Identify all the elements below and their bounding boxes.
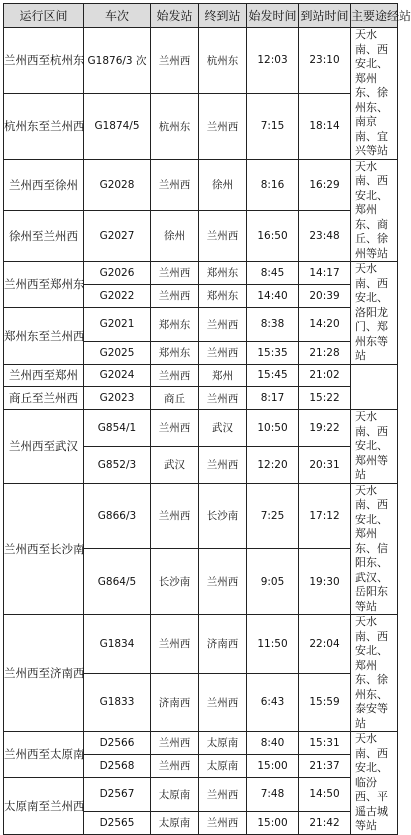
header-arrival: 到站时间 [299, 4, 351, 28]
table-row [4, 732, 398, 755]
origin-cell: 兰州西 [151, 483, 199, 549]
train-cell: G852/3 [84, 446, 151, 483]
departure-cell: 9:05 [247, 549, 299, 615]
arrival-cell: 23:48 [299, 210, 351, 261]
destination-cell: 徐州 [199, 159, 247, 210]
arrival-cell: 19:22 [299, 410, 351, 447]
table-row [4, 159, 398, 210]
train-cell: G2023 [84, 387, 151, 410]
arrival-cell: 21:02 [299, 364, 351, 387]
stops-cell: 天水南、西安北、郑州等站 [351, 410, 398, 484]
departure-cell: 15:45 [247, 364, 299, 387]
departure-cell: 7:15 [247, 93, 299, 159]
table-row [4, 777, 398, 811]
destination-cell: 郑州 [199, 364, 247, 387]
destination-cell: 长沙南 [199, 483, 247, 549]
origin-cell: 兰州西 [151, 615, 199, 674]
section-cell: 兰州西至济南西 [4, 615, 84, 732]
train-cell: D2568 [84, 754, 151, 777]
destination-cell: 太原南 [199, 732, 247, 755]
departure-cell: 12:03 [247, 28, 299, 94]
origin-cell: 武汉 [151, 446, 199, 483]
arrival-cell: 22:04 [299, 615, 351, 674]
train-cell: G1833 [84, 673, 151, 732]
departure-cell: 11:50 [247, 615, 299, 674]
table-row [4, 410, 398, 447]
arrival-cell: 14:50 [299, 777, 351, 811]
header-section: 运行区间 [4, 4, 84, 28]
stops-cell: 天水南、西安北、郑州东、商丘、徐州等站 [351, 159, 398, 262]
departure-cell: 7:48 [247, 777, 299, 811]
origin-cell: 兰州西 [151, 364, 199, 387]
destination-cell: 济南西 [199, 615, 247, 674]
arrival-cell: 15:31 [299, 732, 351, 755]
schedule-table [3, 3, 411, 835]
section-cell: 郑州东至兰州西 [4, 307, 84, 364]
arrival-cell: 18:14 [299, 93, 351, 159]
section-cell: 兰州西至长沙南 [4, 483, 84, 615]
destination-cell: 兰州西 [199, 549, 247, 615]
destination-cell: 武汉 [199, 410, 247, 447]
arrival-cell: 14:20 [299, 307, 351, 341]
origin-cell: 商丘 [151, 387, 199, 410]
destination-cell: 郑州东 [199, 262, 247, 285]
table-row [4, 210, 398, 261]
arrival-cell: 15:22 [299, 387, 351, 410]
destination-cell: 兰州西 [199, 210, 247, 261]
train-cell: G2022 [84, 284, 151, 307]
section-cell: 兰州西至郑州 [4, 364, 84, 387]
departure-cell: 6:43 [247, 673, 299, 732]
stops-cell-empty [351, 364, 398, 410]
origin-cell: 济南西 [151, 673, 199, 732]
arrival-cell: 20:39 [299, 284, 351, 307]
departure-cell: 7:25 [247, 483, 299, 549]
departure-cell: 8:16 [247, 159, 299, 210]
departure-cell: 14:40 [247, 284, 299, 307]
origin-cell: 兰州西 [151, 410, 199, 447]
origin-cell: 长沙南 [151, 549, 199, 615]
destination-cell: 兰州西 [199, 446, 247, 483]
header-origin: 始发站 [151, 4, 199, 28]
header-stops: 主要途经站 [351, 4, 398, 28]
train-cell: G1874/5 [84, 93, 151, 159]
train-cell: G1834 [84, 615, 151, 674]
train-cell: G2024 [84, 364, 151, 387]
origin-cell: 郑州东 [151, 341, 199, 364]
origin-cell: 杭州东 [151, 93, 199, 159]
header-row [4, 4, 398, 28]
section-cell: 兰州西至徐州 [4, 159, 84, 210]
train-cell: G2028 [84, 159, 151, 210]
table-row [4, 307, 398, 341]
section-cell: 兰州西至武汉 [4, 410, 84, 484]
origin-cell: 兰州西 [151, 284, 199, 307]
destination-cell: 兰州西 [199, 387, 247, 410]
origin-cell: 兰州西 [151, 754, 199, 777]
arrival-cell: 15:59 [299, 673, 351, 732]
stops-cell: 天水南、西安北、郑州东、徐州东、泰安等站 [351, 615, 398, 732]
section-cell: 兰州西至太原南 [4, 732, 84, 778]
table-row [4, 93, 398, 159]
section-cell: 杭州东至兰州西 [4, 93, 84, 159]
stops-cell: 天水南、西安北、临汾西、平遥古城等站 [351, 732, 398, 835]
train-cell: G2021 [84, 307, 151, 341]
destination-cell: 兰州西 [199, 341, 247, 364]
origin-cell: 兰州西 [151, 159, 199, 210]
arrival-cell: 19:30 [299, 549, 351, 615]
destination-cell: 兰州西 [199, 307, 247, 341]
train-cell: G2026 [84, 262, 151, 285]
section-cell: 商丘至兰州西 [4, 387, 84, 410]
train-cell: G2025 [84, 341, 151, 364]
table-row [4, 387, 398, 410]
table-row [4, 28, 398, 94]
departure-cell: 10:50 [247, 410, 299, 447]
departure-cell: 15:00 [247, 811, 299, 834]
train-cell: G866/3 [84, 483, 151, 549]
train-cell: G2027 [84, 210, 151, 261]
stops-cell: 天水南、西安北、郑州东、信阳东、武汉、岳阳东等站 [351, 483, 398, 615]
departure-cell: 15:35 [247, 341, 299, 364]
section-cell: 徐州至兰州西 [4, 210, 84, 261]
arrival-cell: 14:17 [299, 262, 351, 285]
section-cell: 兰州西至郑州东 [4, 262, 84, 308]
destination-cell: 兰州西 [199, 777, 247, 811]
header-train: 车次 [84, 4, 151, 28]
train-cell: D2567 [84, 777, 151, 811]
section-cell: 兰州西至杭州东 [4, 28, 84, 94]
stops-cell: 天水南、西安北、郑州东、徐州东、南京南、宜兴等站 [351, 28, 398, 160]
departure-cell: 12:20 [247, 446, 299, 483]
header-destination: 终到站 [199, 4, 247, 28]
train-cell: G864/5 [84, 549, 151, 615]
table-row [4, 262, 398, 285]
departure-cell: 8:38 [247, 307, 299, 341]
header-departure: 始发时间 [247, 4, 299, 28]
train-cell: D2566 [84, 732, 151, 755]
origin-cell: 郑州东 [151, 307, 199, 341]
table-row [4, 615, 398, 674]
arrival-cell: 23:10 [299, 28, 351, 94]
origin-cell: 太原南 [151, 811, 199, 834]
departure-cell: 16:50 [247, 210, 299, 261]
table-row [4, 483, 398, 549]
train-cell: D2565 [84, 811, 151, 834]
train-cell: G1876/3 次 [84, 28, 151, 94]
arrival-cell: 21:42 [299, 811, 351, 834]
departure-cell: 8:17 [247, 387, 299, 410]
destination-cell: 杭州东 [199, 28, 247, 94]
arrival-cell: 16:29 [299, 159, 351, 210]
destination-cell: 太原南 [199, 754, 247, 777]
arrival-cell: 21:28 [299, 341, 351, 364]
stops-cell: 天水南、西安北、洛阳龙门、郑州东等站 [351, 262, 398, 365]
origin-cell: 兰州西 [151, 28, 199, 94]
destination-cell: 兰州西 [199, 93, 247, 159]
origin-cell: 兰州西 [151, 262, 199, 285]
destination-cell: 兰州西 [199, 673, 247, 732]
origin-cell: 徐州 [151, 210, 199, 261]
arrival-cell: 20:31 [299, 446, 351, 483]
departure-cell: 8:45 [247, 262, 299, 285]
destination-cell: 兰州西 [199, 811, 247, 834]
origin-cell: 兰州西 [151, 732, 199, 755]
departure-cell: 8:40 [247, 732, 299, 755]
arrival-cell: 17:12 [299, 483, 351, 549]
arrival-cell: 21:37 [299, 754, 351, 777]
section-cell: 太原南至兰州西 [4, 777, 84, 834]
destination-cell: 郑州东 [199, 284, 247, 307]
origin-cell: 太原南 [151, 777, 199, 811]
departure-cell: 15:00 [247, 754, 299, 777]
table-row [4, 364, 398, 387]
train-cell: G854/1 [84, 410, 151, 447]
